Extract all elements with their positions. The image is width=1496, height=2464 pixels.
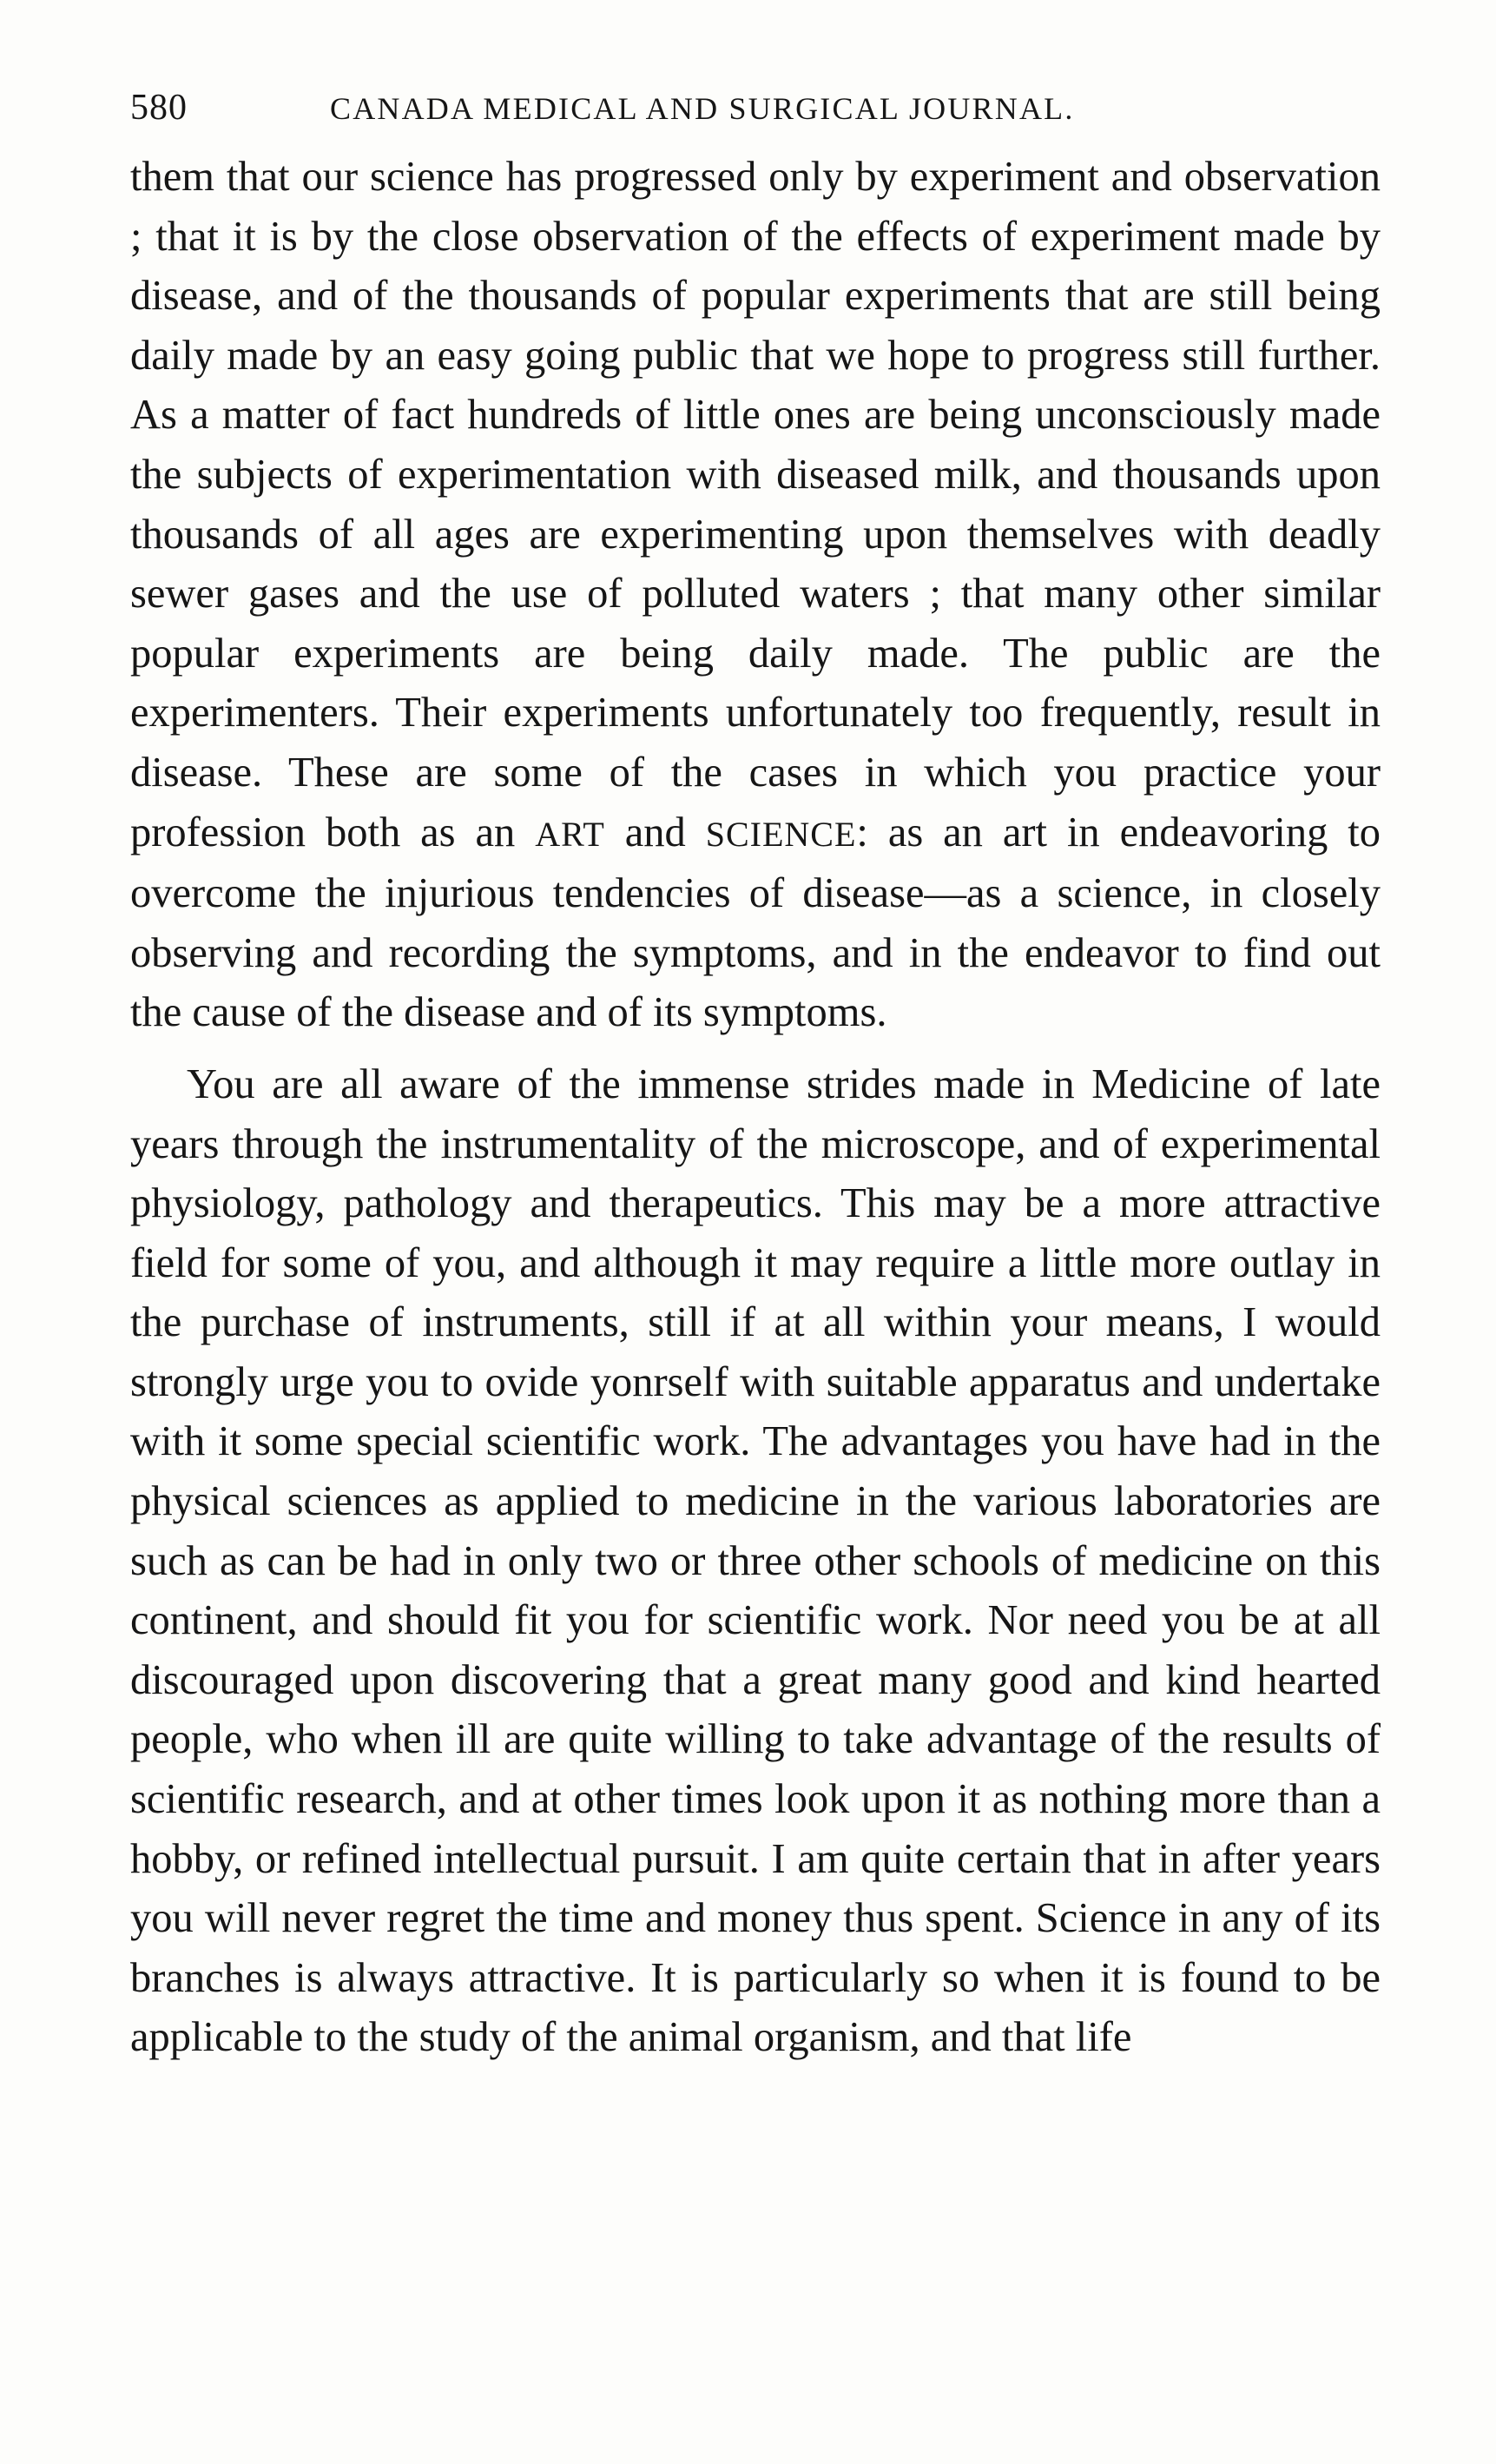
journal-page [130,87,1381,2068]
page-header [130,87,1381,148]
page-number: 580 [130,88,188,128]
paragraph-1-text-b: and [604,809,706,855]
paragraph-1 [130,148,1381,1043]
body-text [130,148,1381,2068]
running-title: CANADA MEDICAL AND SURGICAL JOURNAL. [330,91,1075,126]
paragraph-2: You are all aware of the immense strides made in Medicine of late years through the instrumentality of the microscope, and of experimental physiology, pathology and therapeutics. This may be a more attractive field for some of you, and although it may require a little more outlay in the purchase of instruments, still if at all within your means, I would strongly urge you to ovide yonrself with suitable apparatus and undertake with it some special scientific work. The advantages you have had in the physical sciences as applied to medicine in the various laboratories are such as can be had in only two or three other schools of medicine on this continent, and should fit you for scientific work. Nor need you be at all discouraged upon discovering that a great many good and kind hearted people, who when ill are quite willing to take advantage of the results of scientific research, and at other times look upon it as nothing more than a hobby, or refined intellectual pursuit. I am quite certain that in after years you will never regret the time and money thus spent. Science in any of its branches is always attractive. It is particularly so when it is found to be applicable to the study of the animal organism, and that life [130,1060,1381,2061]
paragraph-1-text-c: : as an art in endeavoring to overcome the injurious tendencies of disease—as a science, in closely observing and recording the symptoms, and in the endeavor to find out the cause of the disease and of its symptoms. [130,809,1381,1036]
paragraph-1-text-a: them that our science has progressed only by experiment and observation ; that it is by the close observation of the effects of experiment made by disease, and of the thousands of popular experiments that are still being daily made by an easy going public that we hope to progress still further. As a matter of fact hundreds of little ones are being unconsciously made the subjects of experimentation with diseased milk, and thousands upon thousands of all ages are experimenting upon themselves with deadly sewer gases and the use of polluted waters ; that many other similar popular experiments are being daily made. The public are the experimenters. Their experiments unfortunately too frequently, result in disease. These are some of the cases in which you practice your profession both as an [130,154,1381,855]
small-caps-art: ART [535,814,605,854]
small-caps-science: SCIENCE [705,814,857,854]
